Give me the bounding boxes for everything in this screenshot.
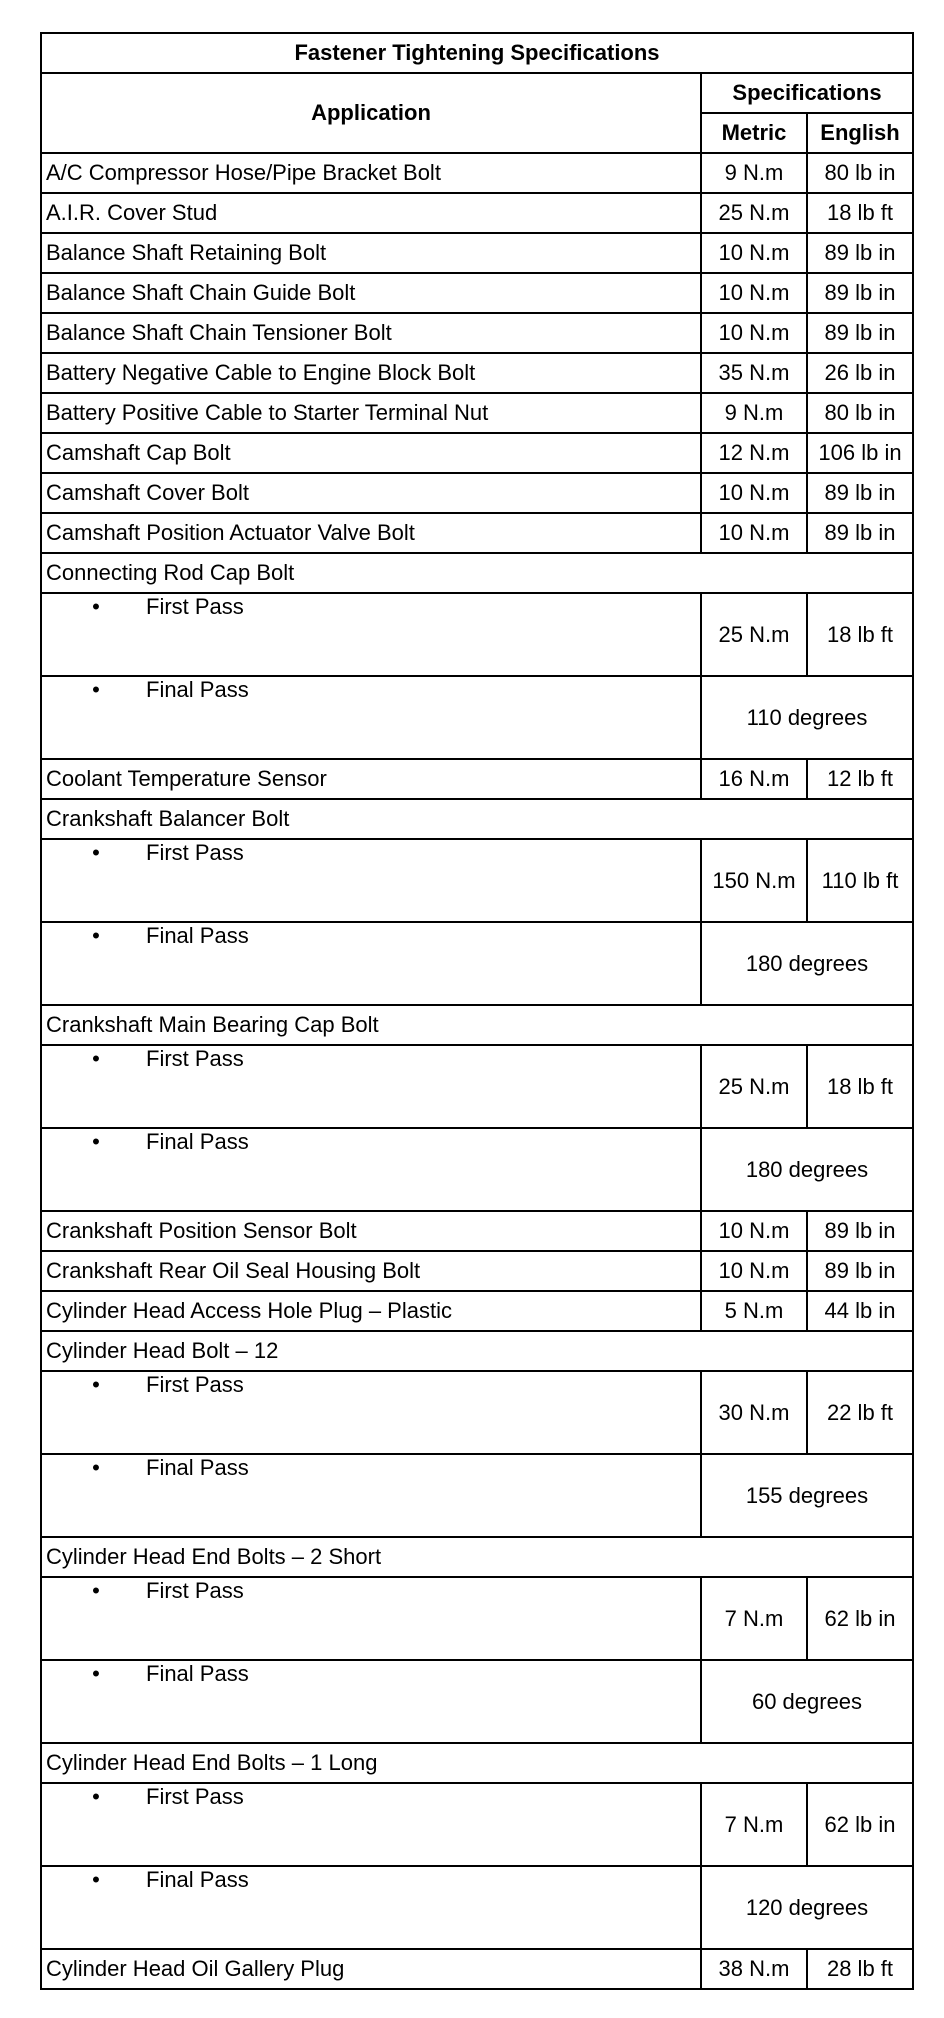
english-cell: 18 lb ft bbox=[807, 593, 913, 676]
metric-cell: 10 N.m bbox=[701, 1211, 807, 1251]
english-cell: 89 lb in bbox=[807, 1251, 913, 1291]
metric-cell: 10 N.m bbox=[701, 513, 807, 553]
application-cell: Cylinder Head Access Hole Plug – Plastic bbox=[41, 1291, 701, 1331]
pass-label-cell bbox=[41, 839, 701, 922]
table-row bbox=[41, 1949, 913, 1989]
table-row bbox=[41, 153, 913, 193]
pass-label: First Pass bbox=[146, 594, 244, 619]
metric-cell: 9 N.m bbox=[701, 393, 807, 433]
group-application-cell: Cylinder Head End Bolts – 1 Long bbox=[41, 1743, 913, 1783]
metric-cell: 150 N.m bbox=[701, 839, 807, 922]
pass-label-cell bbox=[41, 676, 701, 759]
table-row bbox=[41, 1211, 913, 1251]
group-row bbox=[41, 553, 913, 593]
pass-label-cell bbox=[41, 1577, 701, 1660]
table-row bbox=[41, 513, 913, 553]
english-cell: 62 lb in bbox=[807, 1577, 913, 1660]
table-row bbox=[41, 313, 913, 353]
application-cell: Coolant Temperature Sensor bbox=[41, 759, 701, 799]
application-cell: Crankshaft Position Sensor Bolt bbox=[41, 1211, 701, 1251]
english-cell: 80 lb in bbox=[807, 153, 913, 193]
pass-row bbox=[41, 1128, 913, 1211]
table-title: Fastener Tightening Specifications bbox=[41, 33, 913, 73]
application-cell: Crankshaft Rear Oil Seal Housing Bolt bbox=[41, 1251, 701, 1291]
bullet-icon: • bbox=[92, 1867, 100, 1892]
group-row bbox=[41, 1743, 913, 1783]
english-cell: 26 lb in bbox=[807, 353, 913, 393]
pass-row bbox=[41, 1371, 913, 1454]
metric-cell: 35 N.m bbox=[701, 353, 807, 393]
pass-label: First Pass bbox=[146, 1372, 244, 1397]
english-cell: 22 lb ft bbox=[807, 1371, 913, 1454]
table-row bbox=[41, 1251, 913, 1291]
pass-row bbox=[41, 1783, 913, 1866]
table-row bbox=[41, 393, 913, 433]
angle-cell: 180 degrees bbox=[701, 922, 913, 1005]
bullet-icon: • bbox=[92, 594, 100, 619]
pass-label: Final Pass bbox=[146, 677, 249, 702]
pass-row bbox=[41, 1866, 913, 1949]
english-cell: 12 lb ft bbox=[807, 759, 913, 799]
metric-cell: 9 N.m bbox=[701, 153, 807, 193]
pass-label: Final Pass bbox=[146, 1455, 249, 1480]
bullet-icon: • bbox=[92, 1578, 100, 1603]
angle-cell: 110 degrees bbox=[701, 676, 913, 759]
metric-cell: 10 N.m bbox=[701, 273, 807, 313]
english-cell: 18 lb ft bbox=[807, 193, 913, 233]
group-row bbox=[41, 1537, 913, 1577]
pass-label: First Pass bbox=[146, 1578, 244, 1603]
application-cell: Cylinder Head Oil Gallery Plug bbox=[41, 1949, 701, 1989]
fastener-spec-table bbox=[40, 32, 914, 1990]
pass-label-cell bbox=[41, 593, 701, 676]
bullet-icon: • bbox=[92, 923, 100, 948]
english-cell: 89 lb in bbox=[807, 1211, 913, 1251]
bullet-icon: • bbox=[92, 1661, 100, 1686]
english-cell: 28 lb ft bbox=[807, 1949, 913, 1989]
angle-cell: 60 degrees bbox=[701, 1660, 913, 1743]
english-cell: 110 lb ft bbox=[807, 839, 913, 922]
header-english: English bbox=[807, 113, 913, 153]
pass-label-cell bbox=[41, 1128, 701, 1211]
table-row bbox=[41, 1291, 913, 1331]
pass-row bbox=[41, 676, 913, 759]
group-application-cell: Crankshaft Balancer Bolt bbox=[41, 799, 913, 839]
pass-row bbox=[41, 593, 913, 676]
application-cell: Balance Shaft Chain Tensioner Bolt bbox=[41, 313, 701, 353]
table-row bbox=[41, 273, 913, 313]
bullet-icon: • bbox=[92, 1455, 100, 1480]
application-cell: Camshaft Cover Bolt bbox=[41, 473, 701, 513]
pass-row bbox=[41, 1454, 913, 1537]
application-cell: Balance Shaft Chain Guide Bolt bbox=[41, 273, 701, 313]
group-row bbox=[41, 1331, 913, 1371]
pass-label: Final Pass bbox=[146, 1867, 249, 1892]
table-row bbox=[41, 353, 913, 393]
bullet-icon: • bbox=[92, 1784, 100, 1809]
bullet-icon: • bbox=[92, 1129, 100, 1154]
application-cell: Balance Shaft Retaining Bolt bbox=[41, 233, 701, 273]
pass-row bbox=[41, 1045, 913, 1128]
pass-label-cell bbox=[41, 1454, 701, 1537]
pass-label: First Pass bbox=[146, 1784, 244, 1809]
metric-cell: 12 N.m bbox=[701, 433, 807, 473]
english-cell: 80 lb in bbox=[807, 393, 913, 433]
metric-cell: 7 N.m bbox=[701, 1783, 807, 1866]
pass-label: Final Pass bbox=[146, 1661, 249, 1686]
application-cell: A.I.R. Cover Stud bbox=[41, 193, 701, 233]
metric-cell: 25 N.m bbox=[701, 593, 807, 676]
group-application-cell: Crankshaft Main Bearing Cap Bolt bbox=[41, 1005, 913, 1045]
pass-label: First Pass bbox=[146, 840, 244, 865]
application-cell: Battery Positive Cable to Starter Terminal Nut bbox=[41, 393, 701, 433]
english-cell: 89 lb in bbox=[807, 473, 913, 513]
pass-row bbox=[41, 839, 913, 922]
pass-label-cell bbox=[41, 1783, 701, 1866]
english-cell: 44 lb in bbox=[807, 1291, 913, 1331]
english-cell: 106 lb in bbox=[807, 433, 913, 473]
pass-label-cell bbox=[41, 1371, 701, 1454]
metric-cell: 38 N.m bbox=[701, 1949, 807, 1989]
pass-label: Final Pass bbox=[146, 923, 249, 948]
angle-cell: 180 degrees bbox=[701, 1128, 913, 1211]
english-cell: 89 lb in bbox=[807, 273, 913, 313]
table-row bbox=[41, 233, 913, 273]
pass-row bbox=[41, 1660, 913, 1743]
pass-label: Final Pass bbox=[146, 1129, 249, 1154]
header-metric: Metric bbox=[701, 113, 807, 153]
pass-label: First Pass bbox=[146, 1046, 244, 1071]
group-row bbox=[41, 1005, 913, 1045]
metric-cell: 10 N.m bbox=[701, 233, 807, 273]
table-row bbox=[41, 473, 913, 513]
metric-cell: 25 N.m bbox=[701, 193, 807, 233]
bullet-icon: • bbox=[92, 677, 100, 702]
table-body bbox=[41, 153, 913, 1989]
english-cell: 89 lb in bbox=[807, 513, 913, 553]
metric-cell: 30 N.m bbox=[701, 1371, 807, 1454]
header-application: Application bbox=[41, 73, 701, 153]
bullet-icon: • bbox=[92, 840, 100, 865]
pass-row bbox=[41, 922, 913, 1005]
pass-label-cell bbox=[41, 1866, 701, 1949]
angle-cell: 120 degrees bbox=[701, 1866, 913, 1949]
application-cell: Battery Negative Cable to Engine Block Bolt bbox=[41, 353, 701, 393]
pass-row bbox=[41, 1577, 913, 1660]
metric-cell: 10 N.m bbox=[701, 473, 807, 513]
group-application-cell: Connecting Rod Cap Bolt bbox=[41, 553, 913, 593]
metric-cell: 25 N.m bbox=[701, 1045, 807, 1128]
header-specifications: Specifications bbox=[701, 73, 913, 113]
bullet-icon: • bbox=[92, 1372, 100, 1397]
english-cell: 18 lb ft bbox=[807, 1045, 913, 1128]
pass-label-cell bbox=[41, 1660, 701, 1743]
group-application-cell: Cylinder Head End Bolts – 2 Short bbox=[41, 1537, 913, 1577]
pass-label-cell bbox=[41, 922, 701, 1005]
group-application-cell: Cylinder Head Bolt – 12 bbox=[41, 1331, 913, 1371]
metric-cell: 10 N.m bbox=[701, 313, 807, 353]
metric-cell: 5 N.m bbox=[701, 1291, 807, 1331]
application-cell: A/C Compressor Hose/Pipe Bracket Bolt bbox=[41, 153, 701, 193]
application-cell: Camshaft Position Actuator Valve Bolt bbox=[41, 513, 701, 553]
english-cell: 89 lb in bbox=[807, 233, 913, 273]
metric-cell: 7 N.m bbox=[701, 1577, 807, 1660]
metric-cell: 10 N.m bbox=[701, 1251, 807, 1291]
bullet-icon: • bbox=[92, 1046, 100, 1071]
metric-cell: 16 N.m bbox=[701, 759, 807, 799]
table-row bbox=[41, 193, 913, 233]
pass-label-cell bbox=[41, 1045, 701, 1128]
group-row bbox=[41, 799, 913, 839]
angle-cell: 155 degrees bbox=[701, 1454, 913, 1537]
table-row bbox=[41, 433, 913, 473]
table-row bbox=[41, 759, 913, 799]
english-cell: 89 lb in bbox=[807, 313, 913, 353]
english-cell: 62 lb in bbox=[807, 1783, 913, 1866]
application-cell: Camshaft Cap Bolt bbox=[41, 433, 701, 473]
